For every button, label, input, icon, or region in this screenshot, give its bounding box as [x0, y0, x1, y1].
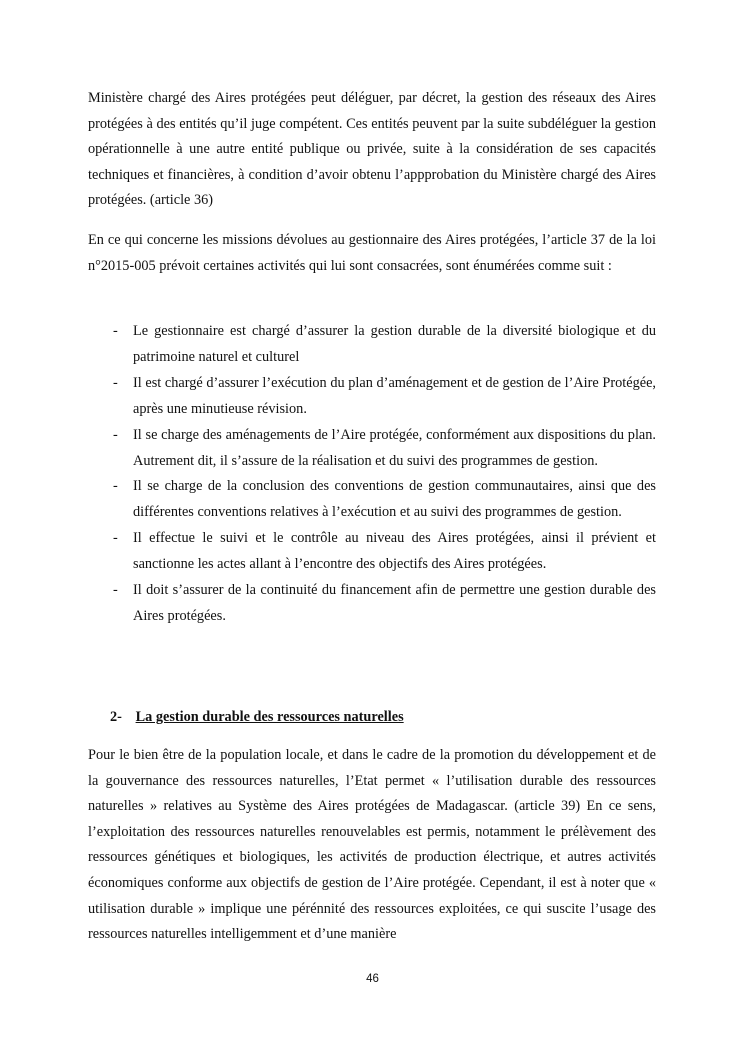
paragraph-article-36: Ministère chargé des Aires protégées peut déléguer, par décret, la gestion des réseaux des Aires protégées à des entités qu’il juge compétent. Ces entités peuvent par la suite subdéléguer la gestion opérationnelle à une autre entité publique ou privée, suite à la considération de ses capacités techniques et financières, à condition d’avoir obtenu l’appprobation du Ministère chargé des Aires protégées. (article 36) [88, 90, 656, 209]
bullet-dash: - [113, 478, 118, 495]
list-item [88, 319, 656, 371]
bullet-dash: - [113, 582, 118, 599]
list-item [88, 423, 656, 475]
missions-list [88, 319, 656, 630]
list-item-text: Il est chargé d’assurer l’exécution du plan d’aménagement et de gestion de l’Aire Protégée, après une minutieuse révision. [133, 374, 656, 417]
bullet-dash: - [113, 323, 118, 339]
list-item-text: Le gestionnaire est chargé d’assurer la gestion durable de la diversité biologique et du patrimoine naturel et culturel [133, 323, 656, 365]
list-item [88, 526, 656, 578]
page-number: 46 [366, 973, 379, 985]
bullet-dash: - [113, 426, 118, 443]
paragraph-article-37-intro: En ce qui concerne les missions dévolues au gestionnaire des Aires protégées, l’article 37 de la loi n°2015-005 prévoit certaines activités qui lui sont consacrées, sont énumérées comme suit : [88, 232, 656, 274]
list-item [88, 371, 656, 423]
bullet-dash: - [113, 530, 118, 547]
bullet-dash: - [113, 374, 118, 391]
list-item-text: Il effectue le suivi et le contrôle au niveau des Aires protégées, ainsi il prévient et sanctionne les actes allant à l’encontre des objectifs des Aires protégées. [133, 530, 656, 573]
list-item-text: Il doit s’assurer de la continuité du financement afin de permettre une gestion durable des Aires protégées. [133, 582, 656, 624]
section-number: 2- [110, 709, 122, 725]
list-item-text: Il se charge des aménagements de l’Aire protégée, conformément aux dispositions du plan. Autrement dit, il s’assure de la réalisation et du suivi des programmes de gestion. [133, 426, 656, 469]
list-item [88, 578, 656, 630]
list-item [88, 474, 656, 526]
paragraph-article-39: Pour le bien être de la population locale, et dans le cadre de la promotion du développement et de la gouvernance des ressources naturelles, l’Etat permet « l’utilisation durable des ressources naturelles » relatives au Système des Aires protégées de Madagascar. (article 39) En ce sens, l’exploitation des ressources naturelles renouvelables est permis, notamment le prélèvement des ressources génétiques et biologiques, les activités de production électrique, et autres activités économiques conforme aux objectifs de gestion de l’Aire protégée. Cependant, il est à noter que « utilisation durable » implique une pérénnité des ressources exploitées, ce qui suscite l’usage des ressources naturelles intelligemment et d’une manière [88, 747, 656, 943]
section-heading [110, 704, 404, 730]
list-item-text: Il se charge de la conclusion des conventions de gestion communautaires, ainsi que des différentes conventions relatives à l’exécution et au suivi des programmes de gestion. [133, 478, 656, 521]
section-title: La gestion durable des ressources naturelles [135, 709, 404, 725]
